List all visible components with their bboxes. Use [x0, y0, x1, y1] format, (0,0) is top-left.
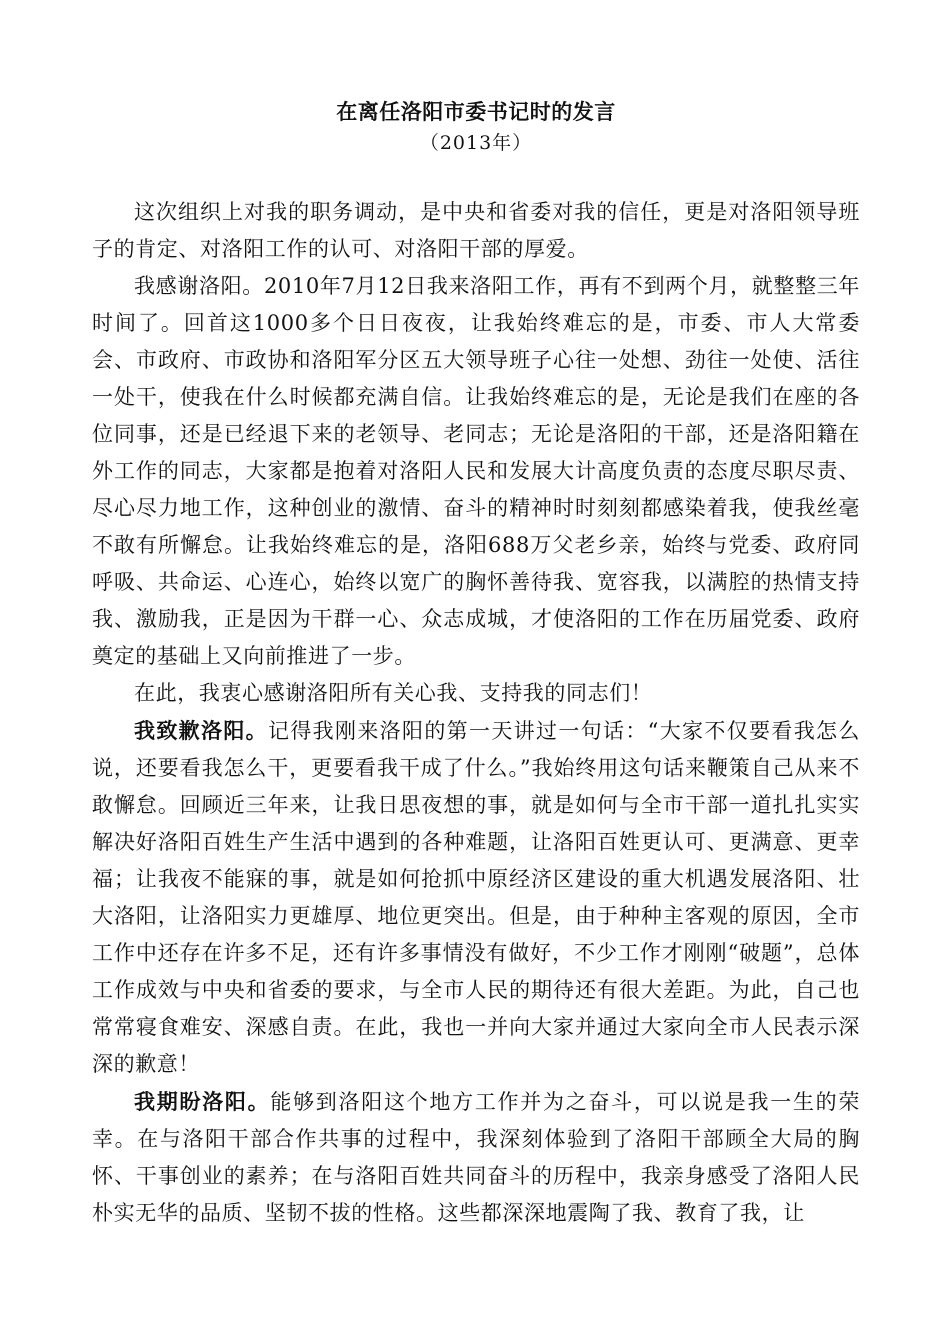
document-year: （2013年） — [419, 132, 533, 154]
paragraph — [92, 268, 860, 675]
paragraph-lead: 我期盼洛阳。 — [134, 1089, 271, 1114]
paragraph — [92, 712, 860, 1083]
paragraph-text: 这次组织上对我的职务调动，是中央和省委对我的信任，更是对洛阳领导班子的肯定、对洛阳工作的认可、对洛阳干部的厚爱。 — [92, 200, 860, 261]
paragraph-text: 记得我刚来洛阳的第一天讲过一句话：“大家不仅要看我怎么说，还要看我怎么干，更要看我干成了什么。”我始终用这句话来鞭策自己从来不敢懈怠。回顾近三年来，让我日思夜想的事，就是如何与全市干部一道扎扎实实解决好洛阳百姓生产生活中遇到的各种难题，让洛阳百姓更认可、更满意、更幸福；让我夜不能寐的事，就是如何抢抓中原经济区建设的重大机遇发展洛阳、壮大洛阳，让洛阳实力更雄厚、地位更突出。但是，由于种种主客观的原因，全市工作中还存在许多不足，还有许多事情没有做好，不少工作才刚刚“破题”，总体工作成效与中央和省委的要求，与全市人民的期待还有很大差距。为此，自己也常常寝食难安、深感自责。在此，我也一并向大家并通过大家向全市人民表示深深的歉意！ — [92, 719, 860, 1076]
document-page — [92, 96, 860, 1232]
paragraph — [92, 675, 860, 712]
paragraph — [92, 1083, 860, 1232]
paragraph-text: 能够到洛阳这个地方工作并为之奋斗，可以说是我一生的荣幸。在与洛阳干部合作共事的过程中，我深刻体验到了洛阳干部顾全大局的胸怀、干事创业的素养；在与洛阳百姓共同奋斗的历程中，我亲身感受了洛阳人民朴实无华的品质、坚韧不拔的性格。这些都深深地震陶了我、教育了我，让 — [92, 1090, 860, 1225]
paragraph-lead: 我致歉洛阳。 — [134, 718, 268, 743]
paragraph-text: 在此，我衷心感谢洛阳所有关心我、支持我的同志们！ — [134, 681, 653, 705]
paragraph-text: 我感谢洛阳。2010年7月12日我来洛阳工作，再有不到两个月，就整整三年时间了。回首这1000多个日日夜夜，让我始终难忘的是，市委、市人大常委会、市政府、市政协和洛阳军分区五大领导班子心往一处想、劲往一处使、活往一处干，使我在什么时候都充满自信。让我始终难忘的是，无论是我们在座的各位同事，还是已经退下来的老领导、老同志；无论是洛阳的干部，还是洛阳籍在外工作的同志，大家都是抱着对洛阳人民和发展大计高度负责的态度尽职尽责、尽心尽力地工作，这种创业的激情、奋斗的精神时时刻刻都感染着我，使我丝毫不敢有所懈怠。让我始终难忘的是，洛阳688万父老乡亲，始终与党委、政府同呼吸、共命运、心连心，始终以宽广的胸怀善待我、宽容我，以满腔的热情支持我、激励我，正是因为干群一心、众志成城，才使洛阳的工作在历届党委、政府奠定的基础上又向前推进了一步。 — [92, 274, 860, 668]
document-title: 在离任洛阳市委书记时的发言 — [336, 99, 616, 124]
paragraph — [92, 194, 860, 268]
